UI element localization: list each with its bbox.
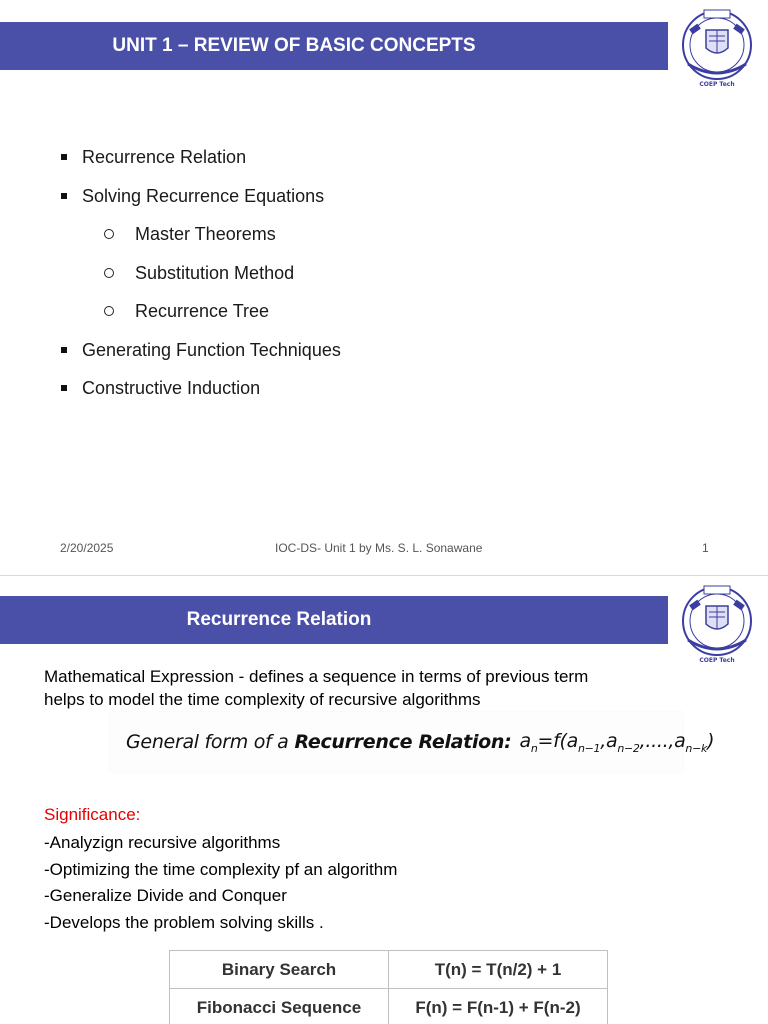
svg-text:COEP Tech: COEP Tech xyxy=(699,81,735,88)
list-item: -Generalize Divide and Conquer xyxy=(44,886,287,906)
svg-text:COEP Tech: COEP Tech xyxy=(699,657,735,664)
significance-list xyxy=(44,830,397,937)
list-item: -Optimizing the time complexity pf an algorithm xyxy=(44,859,398,879)
formula-image xyxy=(110,712,715,772)
list-item: -Analyzign recursive algorithms xyxy=(44,833,281,852)
table-row xyxy=(170,989,608,1024)
list-item: Substitution Method xyxy=(0,255,341,294)
list-item: Solving Recurrence Equations xyxy=(0,178,341,217)
list-item: Generating Function Techniques xyxy=(0,332,341,371)
slide-title-bar xyxy=(0,596,668,644)
slide-title: UNIT 1 – REVIEW OF BASIC CONCEPTS xyxy=(112,35,476,56)
table-cell: Fibonacci Sequence xyxy=(170,989,389,1024)
coep-logo-icon xyxy=(676,582,758,664)
topic-list xyxy=(0,139,341,409)
formula-prefix: General form of a xyxy=(126,731,289,753)
formula-bold: Recurrence Relation: xyxy=(294,731,512,753)
table-cell: T(n) = T(n/2) + 1 xyxy=(389,951,608,989)
footer-page-number: 1 xyxy=(702,541,709,555)
list-item: Master Theorems xyxy=(0,216,341,255)
footer-date: 2/20/2025 xyxy=(60,541,114,555)
description-line: helps to model the time complexity of recursive algorithms xyxy=(44,690,481,709)
formula-expression: $a_n=f(a_{n-1},a_{n-2},....,a_{n-k})$ xyxy=(519,729,715,755)
table-row xyxy=(170,951,608,989)
description xyxy=(44,665,588,711)
table-cell: F(n) = F(n-1) + F(n-2) xyxy=(389,989,608,1024)
recurrence-table xyxy=(169,950,608,1024)
coep-logo-icon xyxy=(676,6,758,88)
list-item: Recurrence Tree xyxy=(0,293,341,332)
significance-title: Significance: xyxy=(44,805,141,824)
table-cell: Binary Search xyxy=(170,951,389,989)
slide-title-bar xyxy=(0,22,668,70)
slide-title: Recurrence Relation xyxy=(186,609,372,630)
slide-2 xyxy=(0,576,768,1024)
footer-text: IOC-DS- Unit 1 by Ms. S. L. Sonawane xyxy=(275,541,483,555)
list-item: Constructive Induction xyxy=(0,370,341,409)
list-item: Recurrence Relation xyxy=(0,139,341,178)
description-line: Mathematical Expression - defines a sequence in terms of previous term xyxy=(44,667,589,686)
list-item: -Develops the problem solving skills . xyxy=(44,913,324,933)
